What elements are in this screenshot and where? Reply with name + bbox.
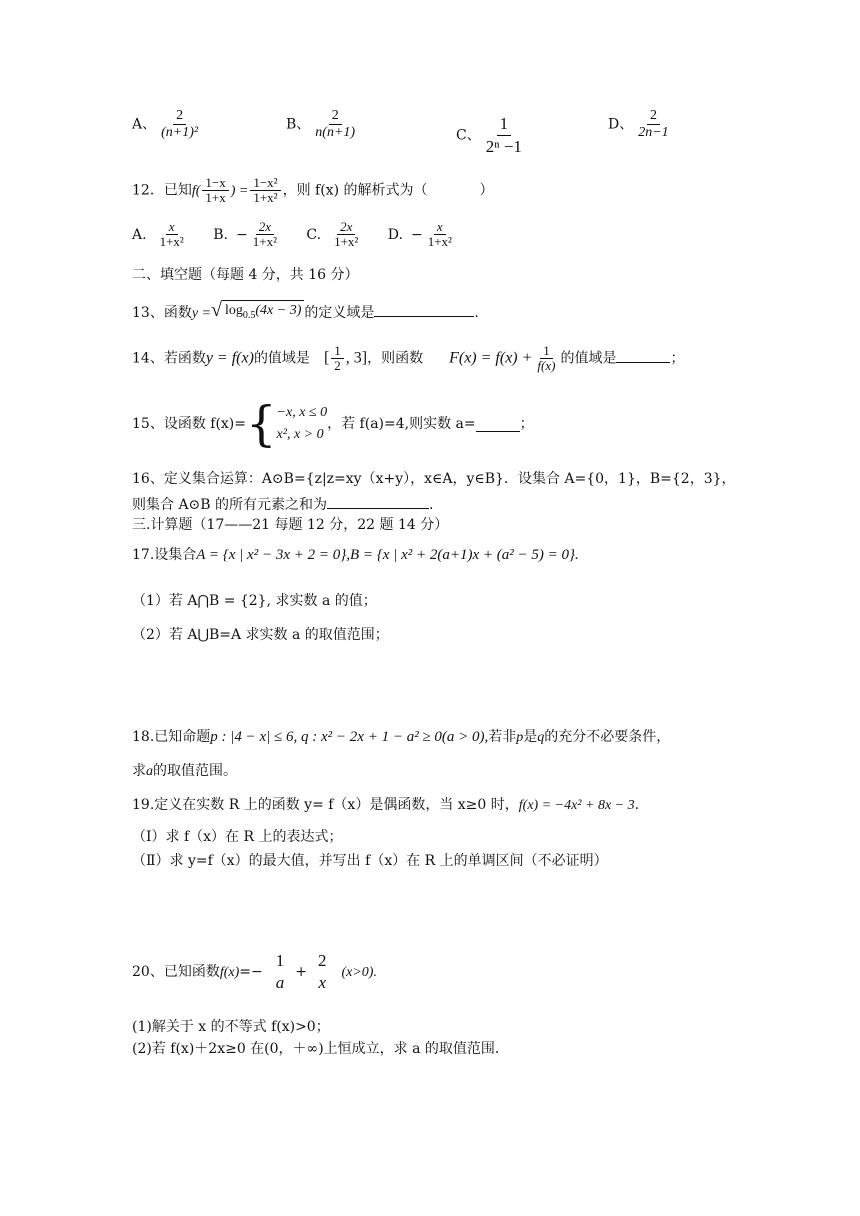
q18-mid2: 是 <box>523 729 538 745</box>
denominator: 1+x² <box>427 234 452 249</box>
piecewise-cases <box>277 402 328 446</box>
option-label: C、 <box>456 127 481 144</box>
denominator: 1+x² <box>334 234 359 249</box>
q15 <box>132 396 534 452</box>
q19-end: . <box>634 797 640 813</box>
option-label: A. <box>132 226 147 243</box>
q11-option-a <box>132 108 203 141</box>
denominator: 1+x <box>205 190 226 205</box>
q13-lhs: y = <box>191 305 211 321</box>
fraction <box>157 220 187 249</box>
q12-option-d <box>387 219 457 249</box>
answer-blank[interactable] <box>616 348 670 363</box>
denominator: 1+x² <box>253 190 278 205</box>
var-q: q <box>537 730 545 745</box>
q20-eq: =− <box>239 964 263 980</box>
answer-blank[interactable] <box>327 494 429 509</box>
set-B: B = {x | x² + 2(a+1)x + (a² − 5) = 0}. <box>350 547 579 563</box>
left-brace: { <box>246 396 277 452</box>
fraction <box>534 344 558 373</box>
case-1: −x, x ≤ 0 <box>276 405 328 420</box>
numerator: 1−x² <box>250 176 280 191</box>
fraction <box>312 108 358 141</box>
fraction <box>315 950 330 994</box>
case-2: x², x > 0 <box>276 427 324 442</box>
log-text: log <box>224 303 243 318</box>
q13-prefix: 13、函数 <box>132 304 192 321</box>
numerator: 2x <box>337 220 355 235</box>
option-label: D. <box>387 226 403 243</box>
denominator: (n+1)² <box>161 125 199 140</box>
q18-line1 <box>132 728 670 747</box>
q14-mid: 的值域是 <box>253 350 310 367</box>
q16-line1: 16、定义集合运算：A⊙B={z|z=xy（x+y），x∈A，y∈B}．设集合 A={0，1}，B={2，3}， <box>132 471 736 487</box>
q14-mid2: ，则函数 <box>367 350 424 367</box>
fraction <box>331 220 361 249</box>
numerator: 2 <box>329 108 342 125</box>
q19-expression: f(x) = −4x² + 8x − 3 <box>518 798 635 813</box>
numerator: 1 <box>497 113 512 136</box>
q11-option-c <box>456 113 527 158</box>
q11-option-b <box>286 108 360 141</box>
option-label: A、 <box>132 116 157 133</box>
q20-stem <box>132 950 377 994</box>
answer-blank[interactable] <box>374 302 474 317</box>
fraction <box>635 108 671 141</box>
q18-suffix: 的充分不必要条件， <box>544 729 671 745</box>
q11-option-d <box>608 108 674 141</box>
option-label: B、 <box>286 116 311 133</box>
q12-option-b <box>213 219 282 249</box>
denominator: f(x) <box>537 358 556 373</box>
numerator: 1 <box>331 344 344 359</box>
denominator: 2n−1 <box>638 125 669 140</box>
q12-options <box>132 220 457 249</box>
fraction <box>273 950 288 994</box>
q17-stem <box>132 546 579 564</box>
minus-sign: − <box>236 226 248 243</box>
option-label: C. <box>306 226 322 243</box>
numerator: 1−x <box>202 176 228 191</box>
q19-line1 <box>132 796 639 815</box>
q13 <box>132 300 479 326</box>
denominator: 1+x² <box>252 234 277 249</box>
q20-part2: (2)若 f(x)＋2x≥0 在(0，＋∞)上恒成立，求 a 的取值范围． <box>132 1041 509 1057</box>
minus-sign: − <box>410 226 423 243</box>
numerator: 2 <box>173 108 186 125</box>
numerator: x <box>434 220 446 235</box>
q12-suffix: ，则 f(x) 的解析式为（ <box>282 182 428 199</box>
q18-prefix: 18.已知命题 <box>132 729 211 745</box>
fraction <box>250 176 280 205</box>
var-a: a <box>146 764 153 779</box>
q18-expression: p : |4 − x| ≤ 6, q : x² − 2x + 1 − a² ≥ 0(a > 0), <box>210 729 489 745</box>
q17-part2: （2）若 A⋃B=A 求实数 a 的取值范围； <box>132 627 389 643</box>
numerator: 1 <box>275 951 285 970</box>
section-3-heading: 三.计算题（17——21 每题 12 分，22 题 14 分） <box>132 517 449 533</box>
numerator: 2 <box>647 108 660 125</box>
q20-fx: f(x) <box>219 965 240 980</box>
q20-prefix: 20、已知函数 <box>132 964 220 980</box>
denominator: 2 <box>334 358 341 373</box>
q19-prefix: 19.定义在实数 R 上的函数 y= f（x）是偶函数，当 x≥0 时， <box>132 797 519 813</box>
q19-part2: （Ⅱ）求 y=f（x）的最大值，并写出 f（x）在 R 上的单调区间（不必证明） <box>132 853 608 869</box>
q16-end: . <box>429 497 434 513</box>
log-base: 0.5 <box>242 309 256 321</box>
q12-prefix: 12．已知 <box>132 182 192 199</box>
q14-suffix: 的值域是 <box>560 350 617 367</box>
q17-prefix: 17.设集合 <box>132 547 197 563</box>
section-2-heading: 二、填空题（每题 4 分，共 16 分） <box>132 267 359 283</box>
fraction <box>425 220 455 249</box>
numerator: x <box>166 220 178 235</box>
q14-F-expression: F(x) = f(x) + <box>449 349 533 367</box>
q15-prefix: 15、设函数 f(x)= <box>132 416 246 432</box>
denominator: 2ⁿ −1 <box>485 137 522 156</box>
q14-end: ； <box>670 350 685 367</box>
range-open: [ <box>323 349 330 367</box>
option-label: D、 <box>608 116 634 133</box>
q17-part1: （1）若 A⋂B = {2}, 求实数 a 的值； <box>132 593 377 609</box>
q16-line2-prefix: 则集合 A⊙B 的所有元素之和为 <box>132 497 328 513</box>
q18-line2-suffix: 的取值范围。 <box>153 763 237 779</box>
q14 <box>132 344 684 373</box>
q18-line2-prefix: 求 <box>132 763 146 779</box>
q18-mid: 若非 <box>488 729 517 745</box>
q20-condition: (x>0). <box>341 965 377 980</box>
denominator: a <box>275 973 285 992</box>
numerator: 2 <box>317 951 327 970</box>
q13-end: . <box>474 304 479 321</box>
sqrt-expression: √ $\log_{0.5}(4x - 3)$ <box>211 300 304 326</box>
q18-line2 <box>132 762 237 781</box>
fraction <box>250 220 280 249</box>
denominator: 1+x² <box>159 234 184 249</box>
var-p: p <box>516 730 524 745</box>
numerator: 2x <box>256 220 274 235</box>
q12-close: ） <box>479 182 494 199</box>
set-A: A = {x | x² − 3x + 2 = 0}, <box>196 547 350 563</box>
q12-option-c <box>306 219 363 249</box>
fraction <box>202 176 228 205</box>
fraction <box>331 344 344 373</box>
option-label: B. <box>213 226 228 243</box>
q14-function: y = f(x) <box>205 349 254 367</box>
denominator: x <box>318 973 326 992</box>
fraction <box>158 108 201 141</box>
q15-end: ； <box>519 416 534 432</box>
q13-suffix: 的定义域是 <box>304 304 375 321</box>
denominator: n(n+1) <box>315 125 356 140</box>
q20-part1: (1)解关于 x 的不等式 f(x)>0； <box>132 1019 330 1035</box>
q12-stem: 12．已知f( $\frac{1-x}{1+x}$ ) = $\frac{\text{1−x²}}{\text{1+x²}}$ ，则 f(x) 的解析式为（ ） <box>132 175 494 205</box>
fraction <box>483 113 525 158</box>
q15-suffix: ，若 f(a)=4,则实数 a= <box>327 416 476 432</box>
answer-blank[interactable] <box>476 417 520 432</box>
log-argument: (4x − 3) <box>255 303 302 318</box>
plus-sign: + <box>295 964 307 980</box>
q19-part1: （Ⅰ）求 f（x）在 R 上的表达式； <box>132 829 343 845</box>
range-rest: , 3] <box>345 349 368 367</box>
numerator: 1 <box>540 344 553 359</box>
q16-line2 <box>132 494 433 514</box>
q12-option-a <box>132 219 189 249</box>
q14-prefix: 14、若函数 <box>132 350 206 367</box>
